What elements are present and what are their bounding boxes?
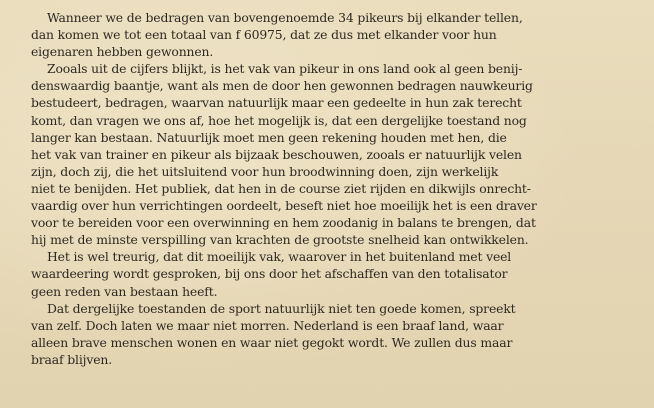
text-line: Wanneer we de bedragen van bovengenoemde 34 pikeurs bij elkander tellen, xyxy=(47,10,523,25)
text-line: niet te benijden. Het publiek, dat hen in de course ziet rijden en dikwijls onrecht- xyxy=(31,180,531,196)
text-line: komt, dan vragen we ons af, hoe het mogelijk is, dat een dergelijke toestand nog xyxy=(31,112,527,128)
text-line: van zelf. Doch laten we maar niet morren. Nederland is een braaf land, waar xyxy=(31,317,504,333)
paragraph-4 xyxy=(31,300,643,368)
text-line: denswaardig baantje, want als men de door hen gewonnen bedragen nauwkeurig xyxy=(31,78,533,94)
text-line: hij met de minste verspilling van krachten de grootste snelheid kan ontwikkelen. xyxy=(31,232,529,248)
text-line: braaf blijven. xyxy=(31,351,113,367)
text-line: zijn, doch zij, die het uitsluitend voor hun broodwinning doen, zijn werkelijk xyxy=(31,163,499,179)
text-line: het vak van trainer en pikeur als bijzaak beschouwen, zooals er natuurlijk velen xyxy=(31,146,522,162)
text-line: alleen brave menschen wonen en waar niet gegokt wordt. We zullen dus maar xyxy=(31,334,513,350)
text-line: Dat dergelijke toestanden de sport natuurlijk niet ten goede komen, spreekt xyxy=(47,300,516,316)
paragraph-1 xyxy=(31,9,643,60)
text-line: waardeering wordt gesproken, bij ons door het afschaffen van den totalisator xyxy=(31,266,508,282)
text-line: bestudeert, bedragen, waarvan natuurlijk maar een gedeelte in hun zak terecht xyxy=(31,95,522,111)
text-line: eigenaren hebben gewonnen. xyxy=(31,44,214,60)
text-line: vaardig over hun verrichtingen oordeelt, beseft niet hoe moeilijk het is een draver xyxy=(31,198,537,214)
text-line: voor te bereiden voor een overwinning en hem zoodanig in balans te brengen, dat xyxy=(31,215,536,231)
text-line: langer kan bestaan. Natuurlijk moet men geen rekening houden met hen, die xyxy=(31,129,507,145)
text-line: Zooals uit de cijfers blijkt, is het vak van pikeur in ons land ook al geen benij- xyxy=(47,61,523,77)
paragraph-2 xyxy=(31,60,643,248)
text-line: Het is wel treurig, dat dit moeilijk vak, waarover in het buitenland met veel xyxy=(47,249,512,265)
paragraph-3 xyxy=(31,248,643,299)
text-line: geen reden van bestaan heeft. xyxy=(31,283,218,299)
text-line: dan komen we tot een totaal van f 60975, dat ze dus met elkander voor hun xyxy=(31,27,497,43)
document-body xyxy=(31,9,643,368)
